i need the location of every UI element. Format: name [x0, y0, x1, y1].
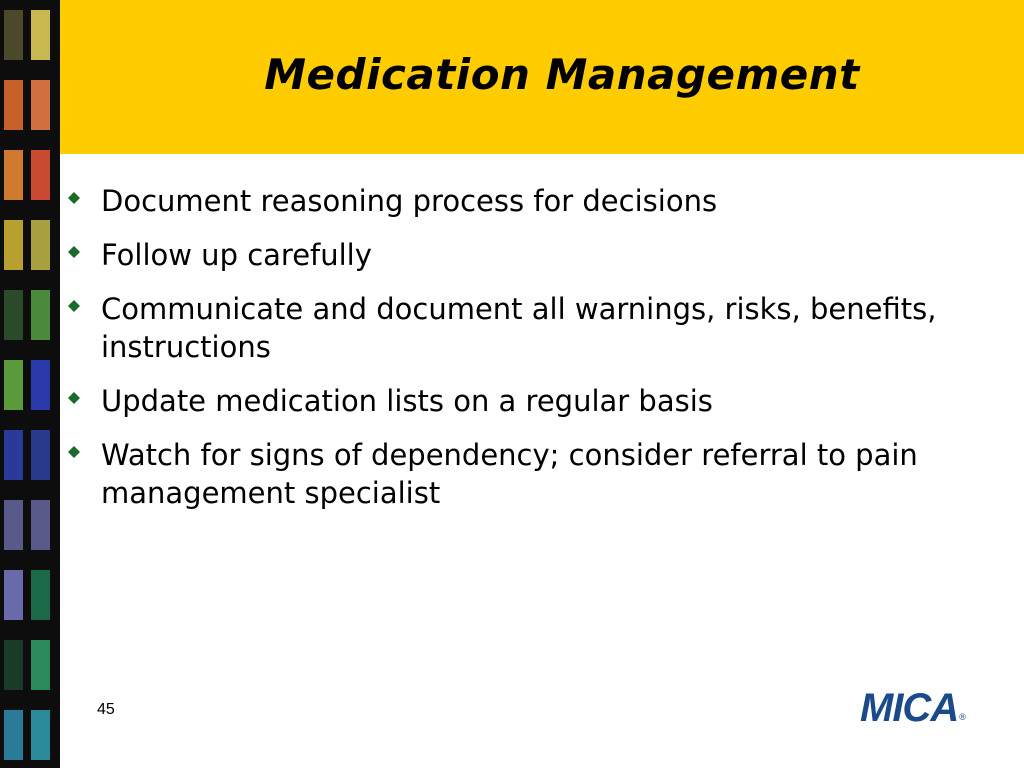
bullet-text: Communicate and document all warnings, risks, benefits, instructions	[101, 292, 937, 364]
diamond-bullet-icon	[68, 246, 80, 258]
bullet-item	[68, 182, 968, 220]
title-band	[60, 0, 1024, 154]
slide-title: Medication Management	[264, 50, 860, 99]
page-number: 45	[97, 701, 115, 718]
bullet-text: Update medication lists on a regular basis	[101, 384, 713, 418]
bullet-text: Follow up carefully	[101, 238, 372, 272]
bullet-item	[68, 290, 968, 366]
diamond-bullet-icon	[68, 192, 80, 204]
logo-text: MICA	[860, 686, 959, 730]
registered-mark: ®	[959, 712, 966, 722]
bullet-item	[68, 436, 968, 512]
tile-pattern-graphic	[0, 0, 60, 768]
bullet-text: Watch for signs of dependency; consider referral to pain management specialist	[101, 438, 918, 510]
bullet-text: Document reasoning process for decisions	[101, 184, 718, 218]
diamond-bullet-icon	[68, 392, 80, 404]
decorative-tile-strip	[0, 0, 60, 768]
bullet-item	[68, 382, 968, 420]
mica-logo	[860, 688, 966, 728]
bullet-item	[68, 236, 968, 274]
diamond-bullet-icon	[68, 300, 80, 312]
diamond-bullet-icon	[68, 446, 80, 458]
bullet-list	[68, 182, 968, 528]
